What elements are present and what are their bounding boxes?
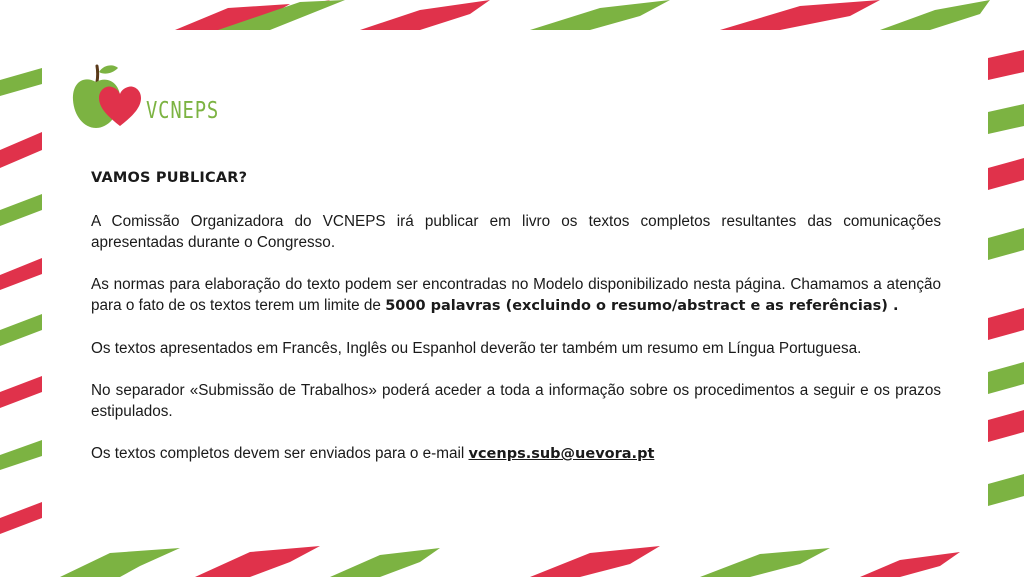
paragraph-intro: A Comissão Organizadora do VCNEPS irá publicar em livro os textos completos resultantes das comunicações apresentadas durante o Congresso. (91, 213, 941, 251)
paragraph-norms (91, 274, 941, 317)
right-stripes (988, 50, 1024, 506)
paragraph-submission: No separador «Submissão de Trabalhos» poderá aceder a toda a informação sobre os procedimentos a seguir e os prazos estipulados. (91, 382, 941, 420)
main-content (91, 170, 941, 486)
left-stripes (0, 68, 42, 534)
bottom-stripes (60, 546, 960, 577)
word-limit-text: 5000 palavras (excluindo o resumo/abstract e as referências) . (385, 298, 899, 314)
email-link[interactable]: vcenps.sub@uevora.pt (468, 446, 655, 462)
page-title: VAMOS PUBLICAR? (91, 170, 248, 186)
paragraph-languages: Os textos apresentados em Francês, Inglês ou Espanhol deverão ter também um resumo em Língua Portuguesa. (91, 340, 862, 357)
logo-text: VCNEPS (146, 98, 220, 124)
paragraph-norms-text: As normas para elaboração do texto podem ser encontradas no Modelo disponibilizado nesta página. Chamamos a atenção para o fato de os textos terem um limite de (91, 276, 941, 314)
top-stripes (175, 0, 990, 30)
paragraph-email-text: Os textos completos devem ser enviados para o e-mail (91, 445, 469, 462)
paragraph-email (91, 443, 941, 465)
vcneps-logo (70, 62, 230, 134)
